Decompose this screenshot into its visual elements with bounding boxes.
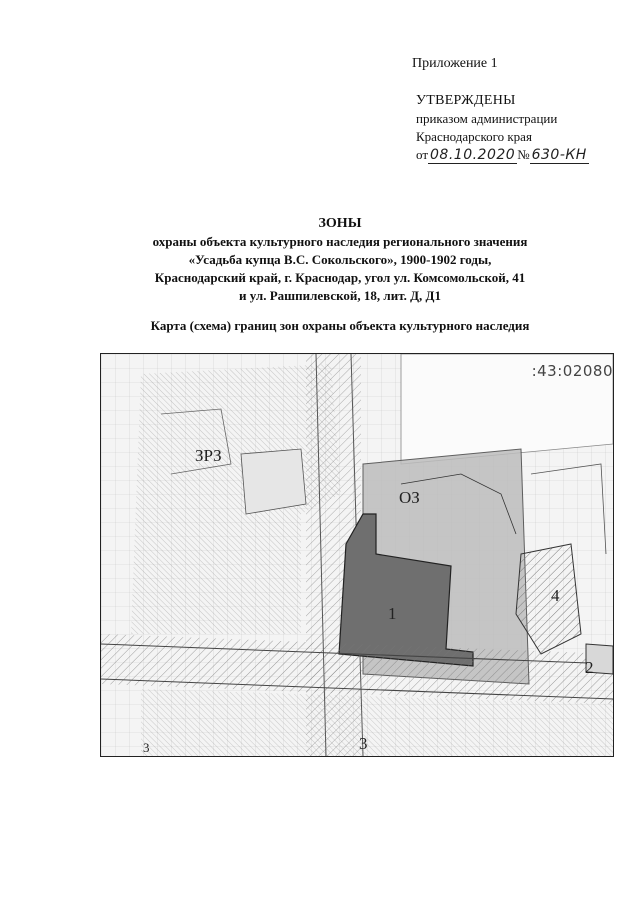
label-zrz: ЗРЗ <box>195 446 222 465</box>
zones-map <box>100 353 614 757</box>
cadastral-number: :43:02080 <box>531 362 613 380</box>
label-oz: ОЗ <box>399 488 420 507</box>
order-no-sign: № <box>517 147 530 162</box>
label-zone-1: 1 <box>388 604 397 623</box>
title-line-4: и ул. Рашпилевской, 18, лит. Д, Д1 <box>238 288 441 303</box>
order-from: от <box>416 147 429 162</box>
title-heading: ЗОНЫ <box>318 216 362 231</box>
approved-line-1: приказом администрации <box>416 111 558 126</box>
label-zone-3: 3 <box>359 734 368 753</box>
label-zone-4: 4 <box>551 586 560 605</box>
map-caption: Карта (схема) границ зон охраны объекта культурного наследия <box>150 318 530 333</box>
map-drawing <box>101 354 613 756</box>
order-line <box>416 146 589 164</box>
title-line-1: охраны объекта культурного наследия регионального значения <box>152 234 528 249</box>
title-line-2: «Усадьба купца В.С. Сокольского», 1900-1902 годы, <box>188 252 492 267</box>
approved-line-2: Краснодарского края <box>416 129 532 144</box>
appendix-label: Приложение 1 <box>412 56 498 71</box>
title-line-3: Краснодарский край, г. Краснодар, угол ул. Комсомольской, 41 <box>154 270 526 285</box>
label-zone-2: 2 <box>585 658 594 677</box>
approved-title: УТВЕРЖДЕНЫ <box>416 93 516 108</box>
order-date: 08.10.2020 <box>430 147 516 163</box>
zrz-building <box>241 449 306 514</box>
approval-block <box>416 92 589 164</box>
document-title <box>90 215 590 305</box>
order-number: 630-КН <box>531 147 587 163</box>
label-edge-3: 3 <box>143 740 150 755</box>
